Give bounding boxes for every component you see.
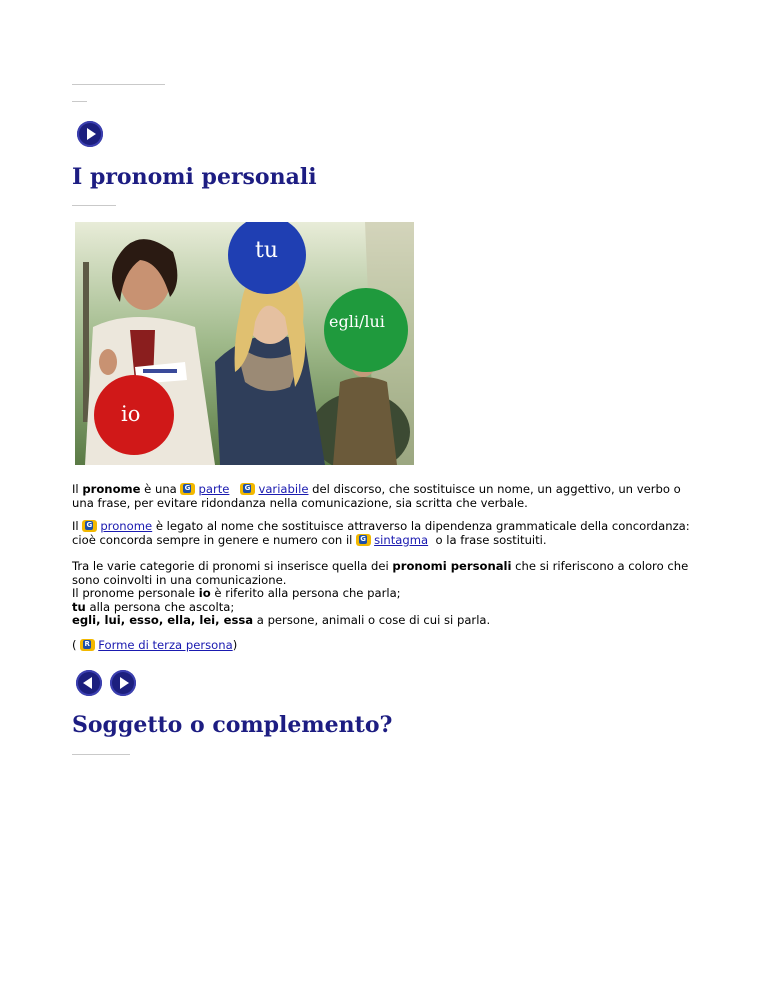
bubble-label-io: io [121,402,141,426]
text: Il [72,519,83,533]
text: a persone, animali o cose di cui si parla. [253,613,491,627]
text: è legato al nome che sostituisce attraverso la dipendenza grammaticale della concordanza: cioè concorda sempre in genere e numero con il [72,519,690,547]
bold-term: pronomi personali [392,559,512,573]
link-forme-terza-persona[interactable]: Forme di terza persona [98,638,233,652]
play-button[interactable] [77,121,103,147]
paragraph-agreement [72,520,697,547]
text: è riferito alla persona che parla; [210,586,401,600]
next-button[interactable] [110,670,136,696]
grammar-icon[interactable]: G [356,534,371,546]
bubble-label-egli-lui: egli/lui [329,312,385,331]
page-title: I pronomi personali [72,164,317,190]
link-sintagma[interactable]: sintagma [374,532,429,547]
grammar-icon[interactable]: G [240,483,255,495]
grammar-icon[interactable]: G [82,520,97,532]
bold-term: io [198,586,211,600]
link-parte[interactable]: parte [198,482,230,496]
text: del discorso, che sostituisce un nome, un aggettivo, un verbo o una frase, per evitare ridondanza nella comunicazione, sia scritta che verbale. [72,482,681,510]
text: Il pronome personale [72,586,199,600]
text: ) [232,638,238,652]
title-rule [72,205,116,206]
grammar-icon[interactable]: G [180,483,195,495]
text: che si riferiscono a coloro che sono coinvolti in una comunicazione. [72,559,689,587]
paragraph-definition [72,483,697,510]
top-rule [72,84,165,85]
bubble-label-tu: tu [255,238,279,263]
previous-button[interactable] [76,670,102,696]
link-variabile[interactable]: variabile [258,482,309,496]
section-title: Soggetto o complemento? [72,712,393,738]
text: ( [72,638,81,652]
text: Il [72,482,83,496]
next-icon [110,670,136,696]
paragraph-third-person [72,639,697,653]
top-rule-short [72,101,87,102]
reference-icon[interactable]: R [80,639,95,651]
text: Tra le varie categorie di pronomi si inserisce quella dei [72,559,393,573]
link-pronome[interactable]: pronome [100,519,153,533]
previous-icon [76,670,102,696]
paragraph-personal-pronouns [72,560,697,628]
text: è una [140,482,181,496]
bold-term: egli, lui, esso, ella, lei, essa [72,613,254,627]
play-icon [77,121,103,147]
bold-term: pronome [82,482,141,496]
pronouns-photo [75,222,414,465]
text: o la frase sostituiti. [428,532,547,547]
bold-term: tu [72,599,86,614]
section-rule [72,754,130,755]
text: alla persona che ascolta; [85,599,235,614]
